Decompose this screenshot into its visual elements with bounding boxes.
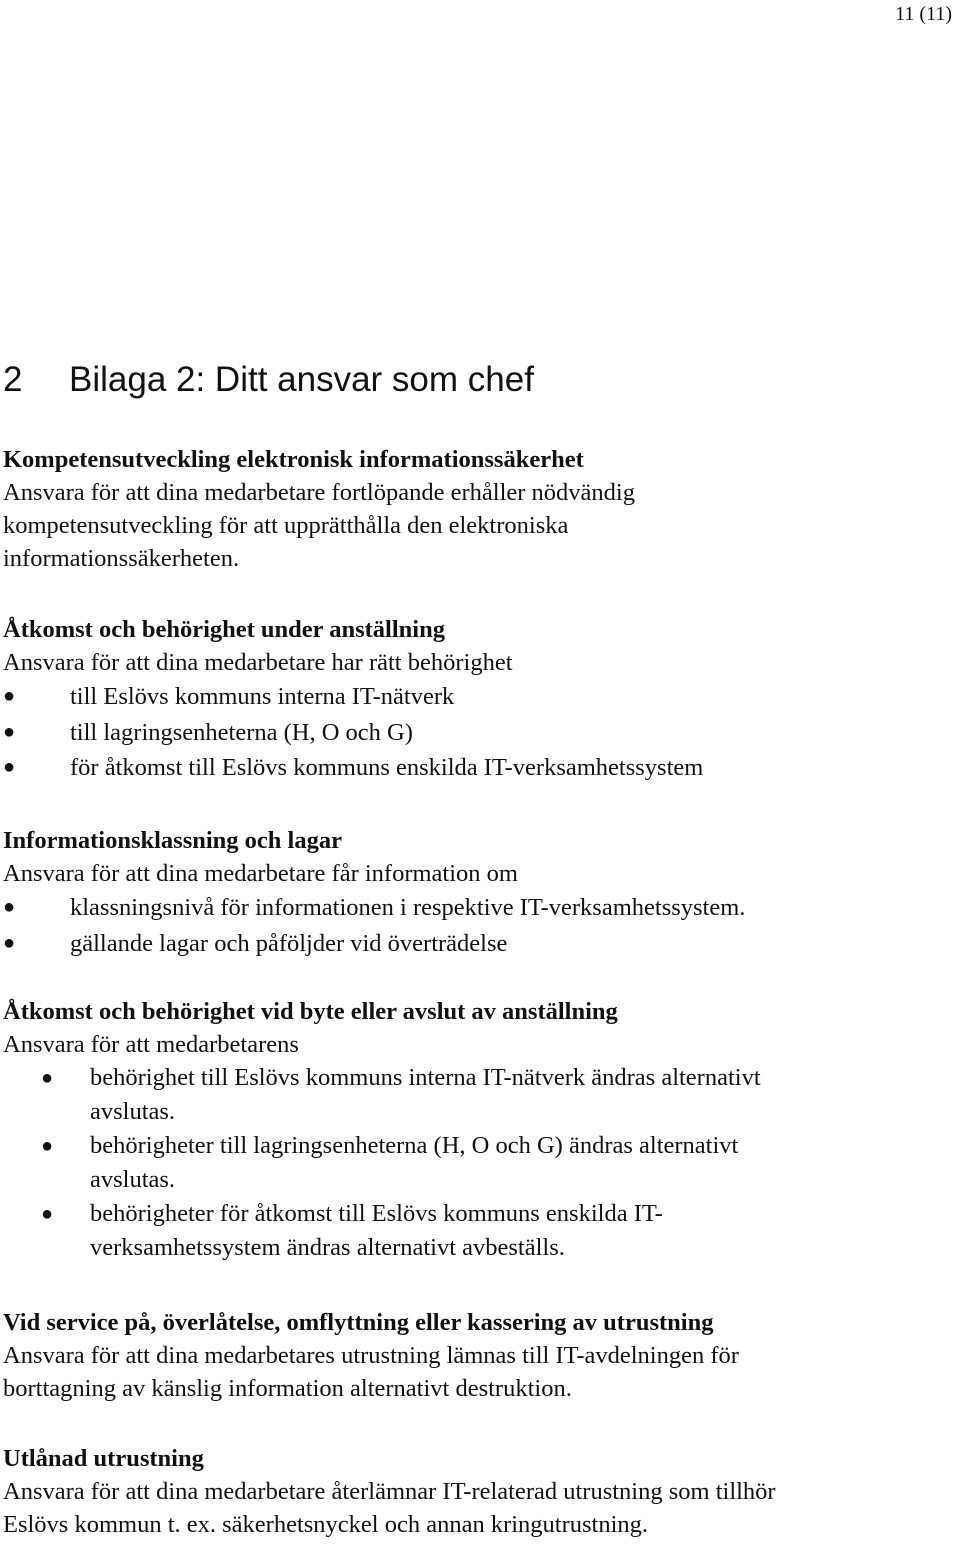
intro-line: Ansvara för att medarbetarens bbox=[3, 1031, 299, 1058]
chapter-heading bbox=[3, 358, 534, 402]
intro-line: Ansvara för att dina medarbetare har rätt behörighet bbox=[3, 649, 513, 676]
bullet-icon: ● bbox=[41, 1067, 54, 1089]
bullet-list bbox=[3, 890, 943, 961]
list-item: ● behörigheter till lagringsenheterna (H, O och G) ändras alternativt avslutas. bbox=[3, 1129, 943, 1197]
section-heading: Åtkomst och behörighet under anställning bbox=[3, 616, 445, 643]
list-item: ● för åtkomst till Eslövs kommuns enskilda IT-verksamhetssystem bbox=[3, 750, 943, 786]
list-item: ● till lagringsenheterna (H, O och G) bbox=[3, 715, 943, 751]
bullet-icon: ● bbox=[3, 931, 16, 954]
bullet-list bbox=[3, 679, 943, 786]
section-loaned-equipment bbox=[3, 1442, 943, 1541]
bullet-icon: ● bbox=[41, 1135, 54, 1157]
body-line: borttagning av känslig information alternativt destruktion. bbox=[3, 1375, 572, 1402]
chapter-number: 2 bbox=[3, 360, 23, 399]
section-heading: Kompetensutveckling elektronisk informationssäkerhet bbox=[3, 446, 584, 473]
bullet-icon: ● bbox=[41, 1203, 54, 1225]
section-competence bbox=[3, 443, 943, 575]
section-heading: Utlånad utrustning bbox=[3, 1445, 204, 1472]
bullet-icon: ● bbox=[3, 720, 16, 743]
body-line: informationssäkerheten. bbox=[3, 545, 240, 572]
bullet-icon: ● bbox=[3, 685, 16, 707]
section-heading: Informationsklassning och lagar bbox=[3, 827, 342, 854]
body-line: Eslövs kommun t. ex. säkerhetsnyckel och annan kringutrustning. bbox=[3, 1511, 649, 1538]
list-item: ● behörighet till Eslövs kommuns interna IT-nätverk ändras alternativt avslutas. bbox=[3, 1061, 943, 1129]
body-line: Ansvara för att dina medarbetare återlämnar IT-relaterad utrustning som tillhör bbox=[3, 1478, 776, 1505]
section-access-employment bbox=[3, 613, 943, 786]
body-line: Ansvara för att dina medarbetare fortlöpande erhåller nödvändig bbox=[3, 479, 635, 506]
section-heading: Vid service på, överlåtelse, omflyttning eller kassering av utrustning bbox=[3, 1309, 714, 1336]
section-access-change bbox=[3, 995, 943, 1265]
body-line: kompetensutveckling för att upprätthålla den elektroniska bbox=[3, 512, 569, 539]
list-item: ● behörigheter för åtkomst till Eslövs kommuns enskilda IT- verksamhetssystem ändras alternativt avbeställs. bbox=[3, 1197, 943, 1265]
bullet-icon: ● bbox=[3, 896, 16, 918]
list-item: ● klassningsnivå för informationen i respektive IT-verksamhetssystem. bbox=[3, 890, 943, 926]
list-item: ● till Eslövs kommuns interna IT-nätverk bbox=[3, 679, 943, 715]
section-classification bbox=[3, 824, 943, 961]
body-line: Ansvara för att dina medarbetares utrustning lämnas till IT-avdelningen för bbox=[3, 1342, 739, 1369]
list-item: ● gällande lagar och påföljder vid överträdelse bbox=[3, 926, 943, 962]
bullet-list bbox=[3, 1061, 943, 1265]
intro-line: Ansvara för att dina medarbetare får information om bbox=[3, 860, 518, 887]
chapter-title: Bilaga 2: Ditt ansvar som chef bbox=[69, 360, 534, 399]
bullet-icon: ● bbox=[3, 756, 16, 778]
section-heading: Åtkomst och behörighet vid byte eller avslut av anställning bbox=[3, 998, 618, 1025]
page-number: 11 (11) bbox=[895, 3, 952, 25]
section-service-equipment bbox=[3, 1306, 943, 1405]
